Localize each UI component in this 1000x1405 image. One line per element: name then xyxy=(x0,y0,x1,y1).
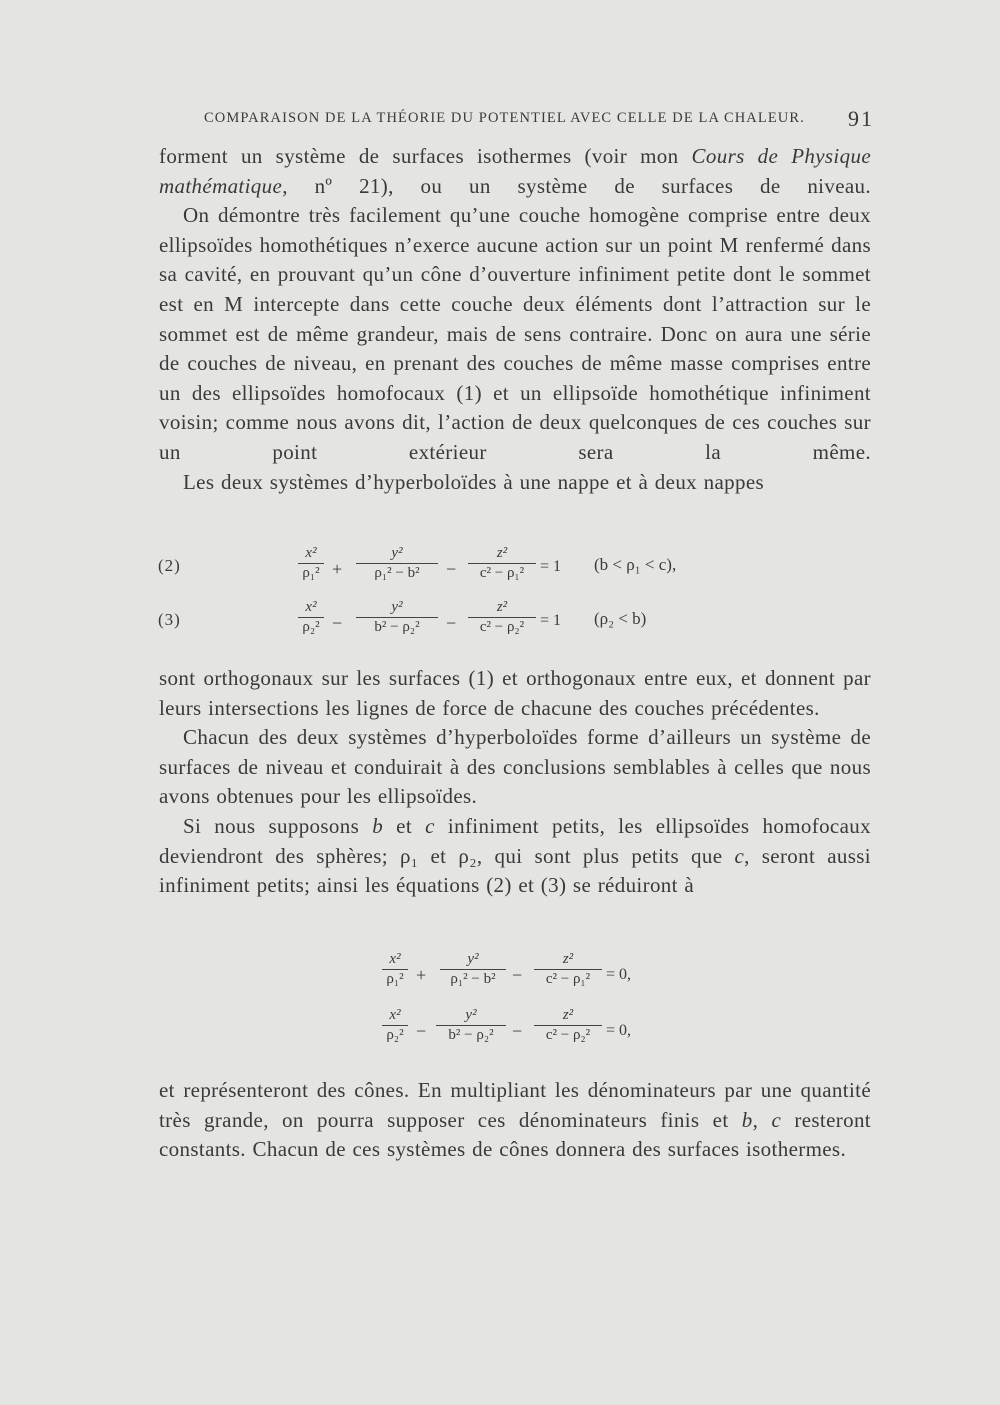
equation-condition: (ρ₂ < b) xyxy=(594,609,647,628)
fraction: y² b² − ρ₂² xyxy=(356,598,438,636)
operator: − xyxy=(512,965,523,985)
paragraph-ellipsoids: On démontre très facilement qu’une couche homogène comprise entre deux ellipsoïdes homothétiques n’exerce aucune action sur un point M renfermé dans sa cavité, en prouvant qu’un cône d’ouverture infiniment petite dont le sommet est en M intercepte dans cette couche deux éléments dont l’attraction sur le sommet est de même grandeur, mais de sens contraire. Donc on aura une série de couches de niveau, en prenant des couches de même masse comprises entre un des ellipsoïdes homofocaux (1) et un ellipsoïde homothétique infiniment voisin; comme nous avons dit, l’action de deux quelconques de ces couches sur un point extérieur sera la même. xyxy=(159,203,871,464)
header-title: COMPARAISON DE LA THÉORIE DU POTENTIEL AVEC CELLE DE LA CHALEUR. xyxy=(204,110,805,126)
running-header xyxy=(204,106,874,132)
fraction: x² ρ₂² xyxy=(298,598,324,636)
text-block-middle xyxy=(159,664,871,901)
fraction: z² c² − ρ₁² xyxy=(468,544,536,582)
book-title-italic: Cours de Physique mathématique xyxy=(159,144,871,198)
paragraph-text: , nº 21), ou un système de surfaces de niveau. xyxy=(282,173,871,198)
paragraph-limit: Si nous supposons b et c infiniment petits, les ellipsoïdes homofocaux deviendront des sphères; ρ₁ et ρ₂, qui sont plus petits que c, seront aussi infiniment petits; ainsi les équations (2) et (3) se réduiront à xyxy=(159,813,871,898)
operator: − xyxy=(512,1021,523,1041)
paragraph-hyperboloid-systems: Chacun des deux systèmes d’hyperboloïdes forme d’ailleurs un système de surfaces de niveau et conduirait à des conclusions semblables à celles que nous avons obtenues pour les ellipsoïdes. xyxy=(159,725,871,809)
fraction: z² c² − ρ₂² xyxy=(534,1006,602,1044)
paragraph-orthogonal: sont orthogonaux sur les surfaces (1) et orthogonaux entre eux, et donnent par leurs intersections les lignes de force de chacune des couches précédentes. xyxy=(159,666,871,720)
fraction: x² ρ₁² xyxy=(382,950,408,988)
fraction: y² ρ₁² − b² xyxy=(440,950,506,988)
fraction: y² ρ₁² − b² xyxy=(356,544,438,582)
equation-rhs: = 0, xyxy=(606,1022,632,1039)
equation-number: (3) xyxy=(158,610,181,629)
equation-rhs: = 1 xyxy=(540,612,562,629)
paragraph-hyperboloids-intro: Les deux systèmes d’hyperboloïdes à une nappe et à deux nappes xyxy=(183,469,765,494)
fraction: y² b² − ρ₂² xyxy=(436,1006,506,1044)
page-number: 91 xyxy=(848,106,874,131)
equation-number: (2) xyxy=(158,556,181,575)
paragraph-continuation xyxy=(159,142,871,201)
operator: − xyxy=(332,613,343,633)
text-block-bottom xyxy=(159,1076,871,1165)
equation-rhs: = 0, xyxy=(606,966,632,983)
operator: − xyxy=(446,559,457,579)
fraction: x² ρ₂² xyxy=(382,1006,408,1044)
operator: + xyxy=(416,965,427,985)
paragraph-text: forment un système de surfaces isothermes (voir mon xyxy=(159,144,692,168)
equation-condition: (b < ρ₁ < c), xyxy=(594,555,677,574)
equation-rhs: = 1 xyxy=(540,558,562,575)
paragraph-cones: et représenteront des cônes. En multipliant les dénominateurs par une quantité très grande, on pourra supposer ces dénominateurs finis et b, c resteront constants. Chacun de ces systèmes de cônes donnera des surfaces isothermes. xyxy=(159,1078,871,1162)
fraction: x² ρ₁² xyxy=(298,544,324,582)
operator: + xyxy=(332,559,343,579)
operator: − xyxy=(446,613,457,633)
text-block-top xyxy=(159,142,871,497)
operator: − xyxy=(416,1021,427,1041)
fraction: z² c² − ρ₂² xyxy=(468,598,536,636)
fraction: z² c² − ρ₁² xyxy=(534,950,602,988)
